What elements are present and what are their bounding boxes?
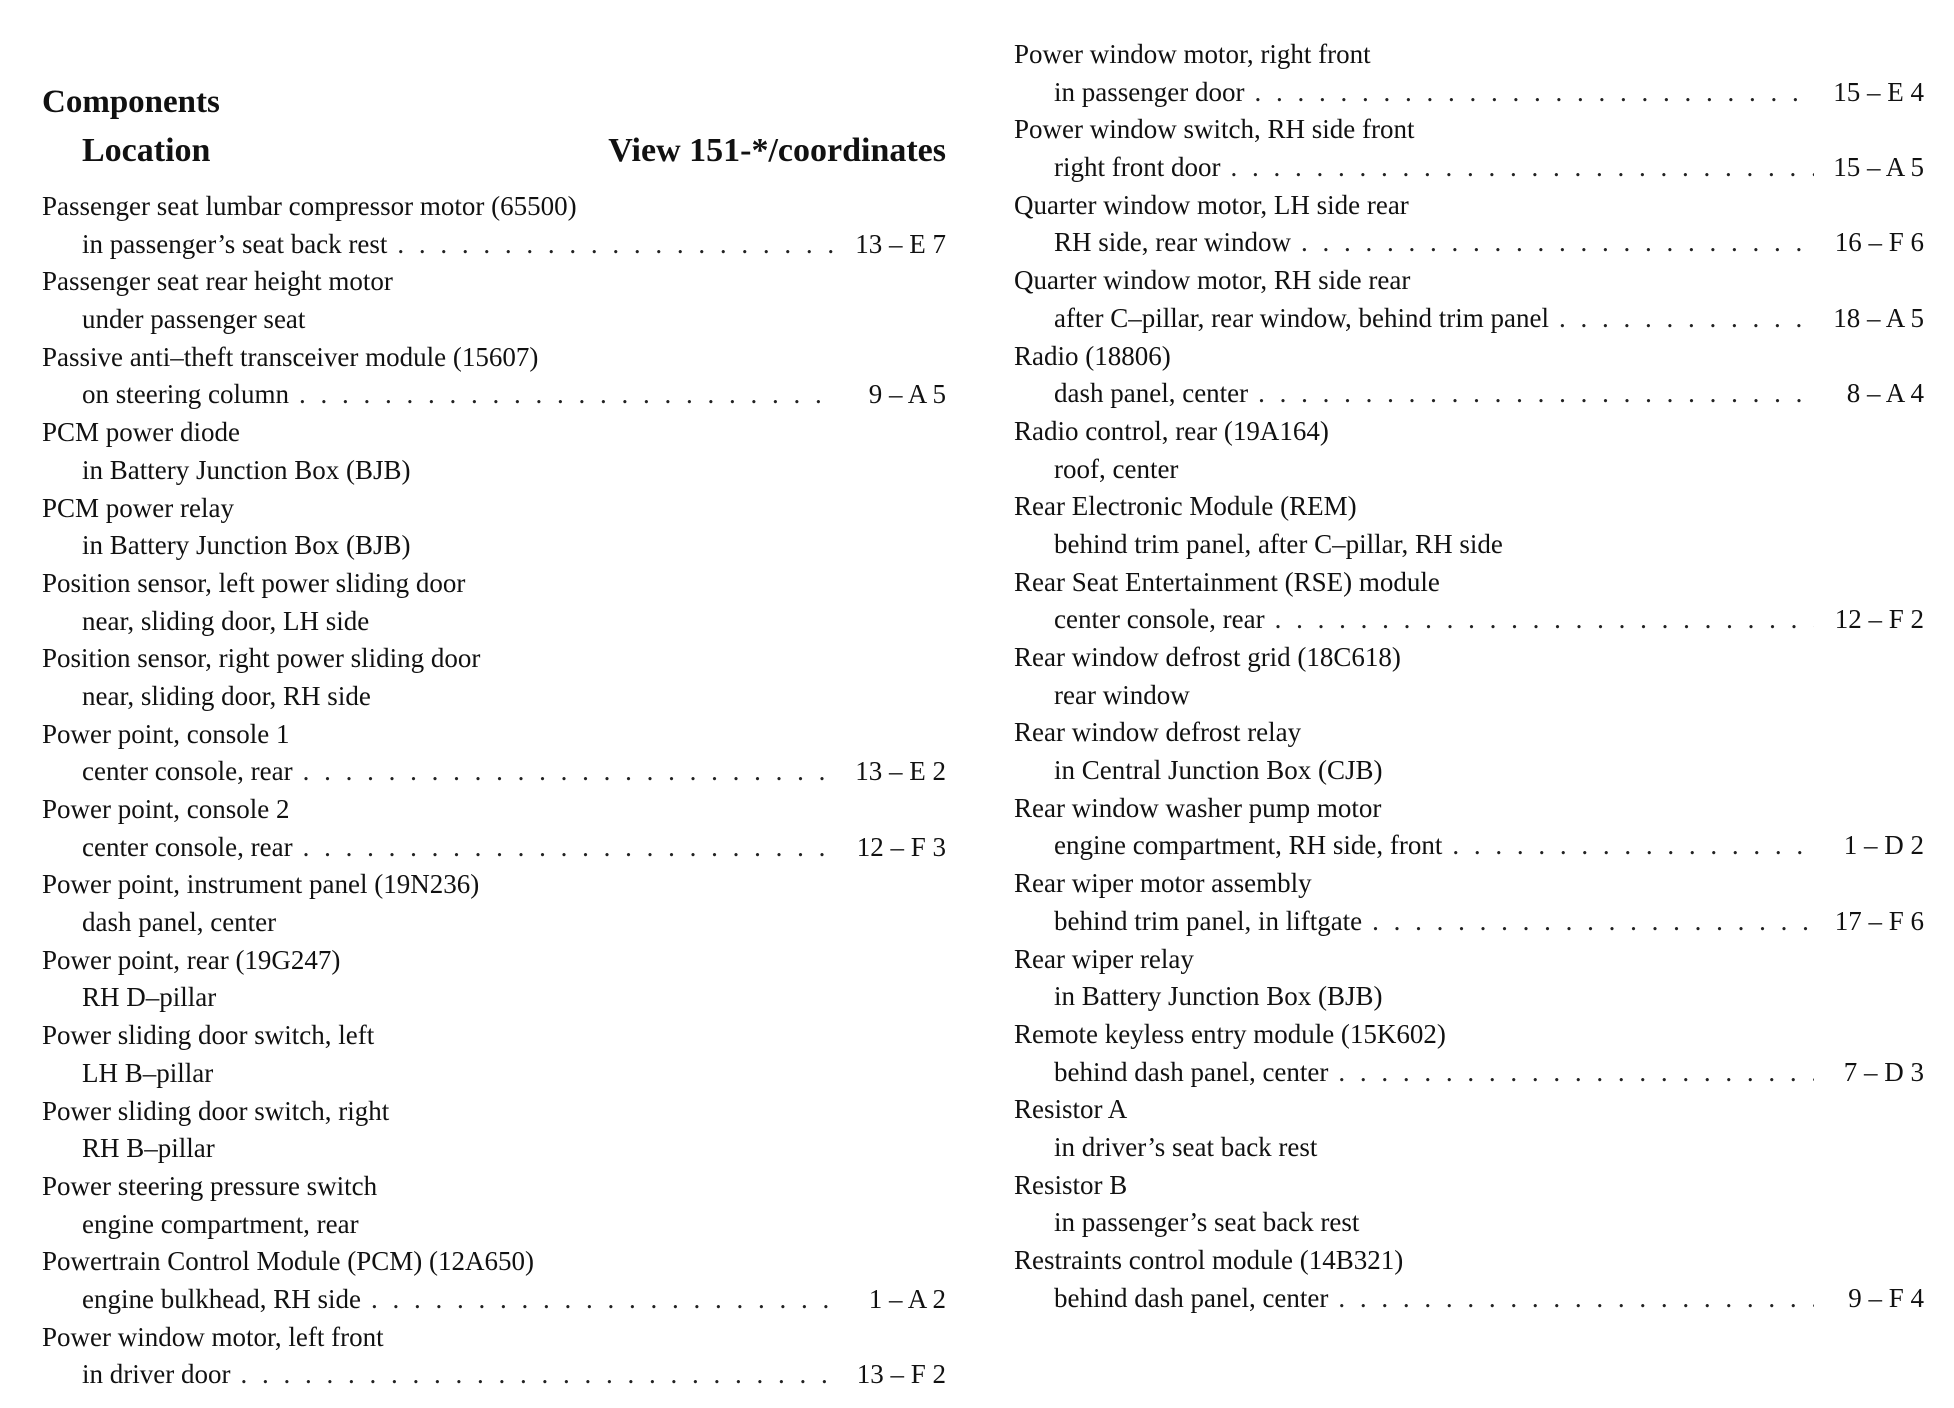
component-location: in Central Junction Box (CJB): [1054, 755, 1383, 786]
component-entry: [1014, 187, 1924, 262]
component-location-row: [1014, 752, 1924, 790]
component-entry: [42, 1017, 946, 1092]
component-location: behind dash panel, center: [1054, 1282, 1329, 1313]
component-name: PCM power relay: [42, 492, 234, 523]
component-name: Rear window defrost relay: [1014, 717, 1302, 748]
dot-leader: [303, 829, 836, 867]
component-location: engine compartment, RH side, front: [1054, 830, 1443, 861]
component-coordinates: 1 – D 2: [1843, 830, 1924, 861]
component-location: rear window: [1054, 679, 1190, 710]
component-location-row: [1014, 375, 1924, 413]
component-coordinates: 9 – A 5: [868, 379, 946, 410]
component-location-row: [42, 603, 946, 641]
component-coordinates: 17 – F 6: [1834, 905, 1924, 936]
component-name: Power steering pressure switch: [42, 1170, 378, 1201]
dot-leader: [1452, 827, 1814, 865]
component-entry: [42, 188, 946, 263]
component-name: Power sliding door switch, right: [42, 1095, 390, 1126]
component-location: center console, rear: [82, 831, 293, 862]
component-entry: [1014, 111, 1924, 186]
component-entry: [1014, 36, 1924, 111]
component-location-row: [42, 678, 946, 716]
component-coordinates: 15 – E 4: [1833, 76, 1924, 107]
component-location-row: [1014, 827, 1924, 865]
component-location-row: [42, 527, 946, 565]
component-entry: [1014, 1016, 1924, 1091]
component-coordinates: 13 – F 2: [856, 1359, 946, 1390]
right-column: [1014, 36, 1924, 1317]
section-title: Components: [42, 84, 220, 120]
dot-leader: [299, 376, 836, 414]
component-location-row: [42, 452, 946, 490]
dot-leader: [1254, 74, 1814, 112]
component-location: under passenger seat: [82, 304, 306, 335]
component-location: in Battery Junction Box (BJB): [82, 530, 411, 561]
component-name: Resistor B: [1014, 1169, 1128, 1200]
dot-leader: [1338, 1054, 1814, 1092]
component-entry: [1014, 488, 1924, 563]
component-location: center console, rear: [1054, 604, 1265, 635]
component-entry: [1014, 338, 1924, 413]
component-entry: [42, 1093, 946, 1168]
component-location-row: [1014, 300, 1924, 338]
component-name: Quarter window motor, LH side rear: [1014, 189, 1409, 220]
component-name: Radio control, rear (19A164): [1014, 415, 1329, 446]
component-name: Rear window defrost grid (18C618): [1014, 642, 1401, 672]
component-coordinates: 12 – F 3: [856, 831, 946, 862]
location-header: Location: [82, 132, 211, 169]
component-location-row: [42, 1130, 946, 1168]
component-location: RH D–pillar: [82, 982, 217, 1013]
component-name: Resistor A: [1014, 1094, 1128, 1125]
dot-leader: [1301, 224, 1814, 262]
component-location-row: [1014, 149, 1924, 187]
component-coordinates: 1 – A 2: [868, 1283, 946, 1314]
component-entry: [42, 565, 946, 640]
component-entry: [1014, 1091, 1924, 1166]
component-entry: [1014, 639, 1924, 714]
component-name: Quarter window motor, RH side rear: [1014, 265, 1411, 296]
component-entry: [42, 414, 946, 489]
component-location-row: [1014, 1054, 1924, 1092]
component-location: behind dash panel, center: [1054, 1056, 1329, 1087]
component-location: dash panel, center: [1054, 378, 1249, 409]
component-coordinates: 16 – F 6: [1834, 227, 1924, 258]
component-name: Restraints control module (14B321): [1014, 1245, 1404, 1275]
component-name: Power point, instrument panel (19N236): [42, 869, 480, 900]
component-location-row: [42, 1356, 946, 1394]
component-location: in Battery Junction Box (BJB): [1054, 981, 1383, 1012]
view-coordinates-header: View 151-*/coordinates: [608, 132, 946, 169]
component-location-row: [1014, 601, 1924, 639]
component-name: Passenger seat lumbar compressor motor (65500): [42, 191, 577, 221]
component-entry: [1014, 790, 1924, 865]
component-location-row: [1014, 1280, 1924, 1318]
component-entry: [42, 1243, 946, 1318]
component-name: Position sensor, left power sliding door: [42, 567, 466, 598]
component-coordinates: 18 – A 5: [1833, 302, 1924, 333]
component-location-row: [42, 301, 946, 339]
component-entry: [42, 791, 946, 866]
dot-leader: [1230, 149, 1814, 187]
dot-leader: [240, 1356, 836, 1394]
dot-leader: [1372, 903, 1814, 941]
component-location: RH side, rear window: [1054, 227, 1291, 258]
component-entry: [1014, 262, 1924, 337]
component-name: Passenger seat rear height motor: [42, 266, 393, 297]
component-location-row: [42, 226, 946, 264]
component-location: near, sliding door, RH side: [82, 680, 371, 711]
component-entry: [42, 942, 946, 1017]
left-entries-list: [42, 188, 946, 1394]
dot-leader: [1559, 300, 1814, 338]
component-name: Rear Seat Entertainment (RSE) module: [1014, 566, 1440, 597]
dot-leader: [1275, 601, 1814, 639]
component-location: roof, center: [1054, 453, 1179, 484]
component-location: dash panel, center: [82, 907, 277, 938]
component-location-row: [42, 753, 946, 791]
component-coordinates: 12 – F 2: [1834, 604, 1924, 635]
component-coordinates: 9 – F 4: [1848, 1282, 1924, 1313]
right-entries-list: [1014, 36, 1924, 1317]
dot-leader: [371, 1281, 836, 1319]
component-location-row: [1014, 224, 1924, 262]
component-name: Radio (18806): [1014, 340, 1171, 371]
component-location-row: [42, 376, 946, 414]
component-location: in driver door: [82, 1359, 231, 1390]
component-location: in passenger door: [1054, 76, 1245, 107]
dot-leader: [1258, 375, 1814, 413]
component-entry: [42, 640, 946, 715]
component-name: Passive anti–theft transceiver module (15607): [42, 341, 539, 372]
component-location-row: [1014, 1204, 1924, 1242]
component-location-row: [42, 1206, 946, 1244]
component-entry: [42, 1319, 946, 1394]
component-coordinates: 7 – D 3: [1843, 1056, 1924, 1087]
component-entry: [1014, 1242, 1924, 1317]
component-name: Rear window washer pump motor: [1014, 792, 1382, 823]
component-location: behind trim panel, in liftgate: [1054, 905, 1363, 936]
column-headers: [42, 126, 946, 188]
component-location-row: [1014, 526, 1924, 564]
component-location-row: [1014, 903, 1924, 941]
component-entry: [1014, 714, 1924, 789]
dot-leader: [303, 753, 836, 791]
component-entry: [1014, 1167, 1924, 1242]
component-location: RH B–pillar: [82, 1133, 215, 1164]
component-location-row: [1014, 451, 1924, 489]
component-entry: [42, 263, 946, 338]
component-location: in driver’s seat back rest: [1054, 1131, 1318, 1162]
component-location-row: [42, 1281, 946, 1319]
component-name: Power sliding door switch, left: [42, 1020, 375, 1051]
component-name: Position sensor, right power sliding door: [42, 643, 481, 674]
component-name: Remote keyless entry module (15K602): [1014, 1018, 1446, 1049]
component-entry: [42, 1168, 946, 1243]
component-name: Power window switch, RH side front: [1014, 114, 1415, 145]
dot-leader: [1338, 1280, 1814, 1318]
component-entry: [42, 716, 946, 791]
component-coordinates: 13 – E 2: [855, 756, 946, 787]
component-location: behind trim panel, after C–pillar, RH side: [1054, 528, 1503, 559]
component-coordinates: 13 – E 7: [855, 228, 946, 259]
component-location: in Battery Junction Box (BJB): [82, 454, 411, 485]
component-entry: [42, 339, 946, 414]
component-name: Power window motor, right front: [1014, 39, 1371, 69]
component-location-row: [42, 1055, 946, 1093]
component-location: engine bulkhead, RH side: [82, 1283, 361, 1314]
dot-leader: [397, 226, 836, 264]
component-name: Rear wiper relay: [1014, 943, 1194, 974]
component-location: LH B–pillar: [82, 1057, 214, 1088]
component-name: PCM power diode: [42, 417, 240, 448]
component-location: in passenger’s seat back rest: [1054, 1207, 1360, 1238]
component-location: in passenger’s seat back rest: [82, 228, 388, 259]
component-location: near, sliding door, LH side: [82, 605, 370, 636]
component-coordinates: 8 – A 4: [1846, 378, 1924, 409]
component-name: Rear Electronic Module (REM): [1014, 491, 1357, 522]
component-name: Power point, console 2: [42, 794, 290, 824]
component-location: on steering column: [82, 379, 289, 410]
component-name: Powertrain Control Module (PCM) (12A650): [42, 1246, 534, 1277]
component-entry: [42, 866, 946, 941]
component-location-row: [42, 979, 946, 1017]
component-coordinates: 15 – A 5: [1833, 152, 1924, 183]
component-location: right front door: [1054, 152, 1221, 183]
component-entry: [1014, 413, 1924, 488]
left-column: [42, 78, 946, 1394]
component-location-row: [42, 829, 946, 867]
component-location-row: [1014, 74, 1924, 112]
component-name: Power point, console 1: [42, 718, 290, 749]
component-entry: [1014, 865, 1924, 940]
component-location-row: [1014, 677, 1924, 715]
component-location: engine compartment, rear: [82, 1208, 359, 1239]
component-entry: [1014, 941, 1924, 1016]
component-location-row: [1014, 1129, 1924, 1167]
component-name: Power window motor, left front: [42, 1321, 384, 1352]
component-entry: [1014, 564, 1924, 639]
component-location: center console, rear: [82, 756, 293, 787]
component-location: after C–pillar, rear window, behind trim panel: [1054, 302, 1550, 333]
component-name: Power point, rear (19G247): [42, 944, 341, 975]
component-location-row: [42, 904, 946, 942]
component-entry: [42, 490, 946, 565]
component-location-row: [1014, 978, 1924, 1016]
component-name: Rear wiper motor assembly: [1014, 868, 1312, 899]
